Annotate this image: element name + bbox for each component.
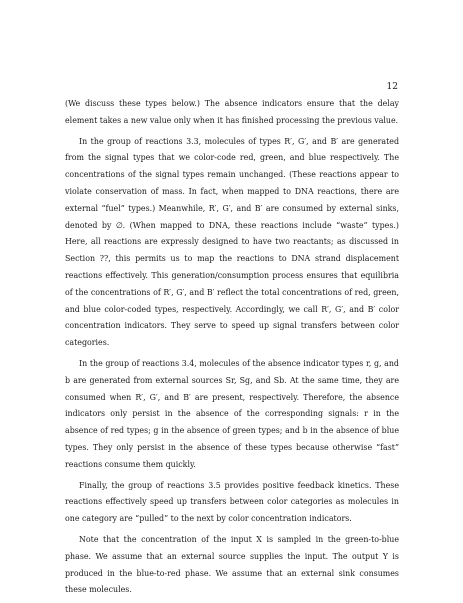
body-text: [65, 96, 399, 603]
page-number: 12: [386, 82, 398, 92]
paragraph-2: In the group of reactions 3.3, molecules of types R′, G′, and B′ are generated from the signal types that we color-code red, green, and blue respectively. The concentrations of the signal types remain unchanged. (These reactions appear to violate conservation of mass. In fact, when mapped to DNA reactions, there are external “fuel” types.) Meanwhile, R′, G′, and B′ are consumed by external sinks, denoted by ∅. (When mapped to DNA, these reactions include “waste” types.) Here, all reactions are expressly designed to have two reactants; as discussed in Section ??, this permits us to map the reactions to DNA strand displacement reactions effectively. This generation/consumption process ensures that equilibria of the concentrations of R′, G′, and B′ reflect the total concentrations of red, green, and blue color-coded types, respectively. Accordingly, we call R′, G′, and B′ color concentration indicators. They serve to speed up signal transfers between color categories.: [65, 136, 399, 348]
paragraph-4: Finally, the group of reactions 3.5 provides positive feedback kinetics. These reactions effectively speed up transfers between color categories as molecules in one category are “pulled” to the next by color concentration indicators.: [65, 480, 399, 524]
paragraph-1: (We discuss these types below.) The absence indicators ensure that the delay element takes a new value only when it has finished processing the previous value.: [65, 99, 399, 125]
paragraph-3: In the group of reactions 3.4, molecules of the absence indicator types r, g, and b are generated from external sources Sr, Sg, and Sb. At the same time, they are consumed when R′, G′, and B′ are present, respectively. Therefore, the absence indicators only persist in the absence of the corresponding signals: r in the absence of red types; g in the absence of green types; and b in the absence of blue types. They only persist in the absence of these types because otherwise “fast” reactions consume them quickly.: [65, 358, 399, 469]
paragraph-5: Note that the concentration of the input X is sampled in the green-to-blue phase. We assume that an external source supplies the input. The output Y is produced in the blue-to-red phase. We assume that an external sink consumes these molecules.: [65, 534, 399, 595]
